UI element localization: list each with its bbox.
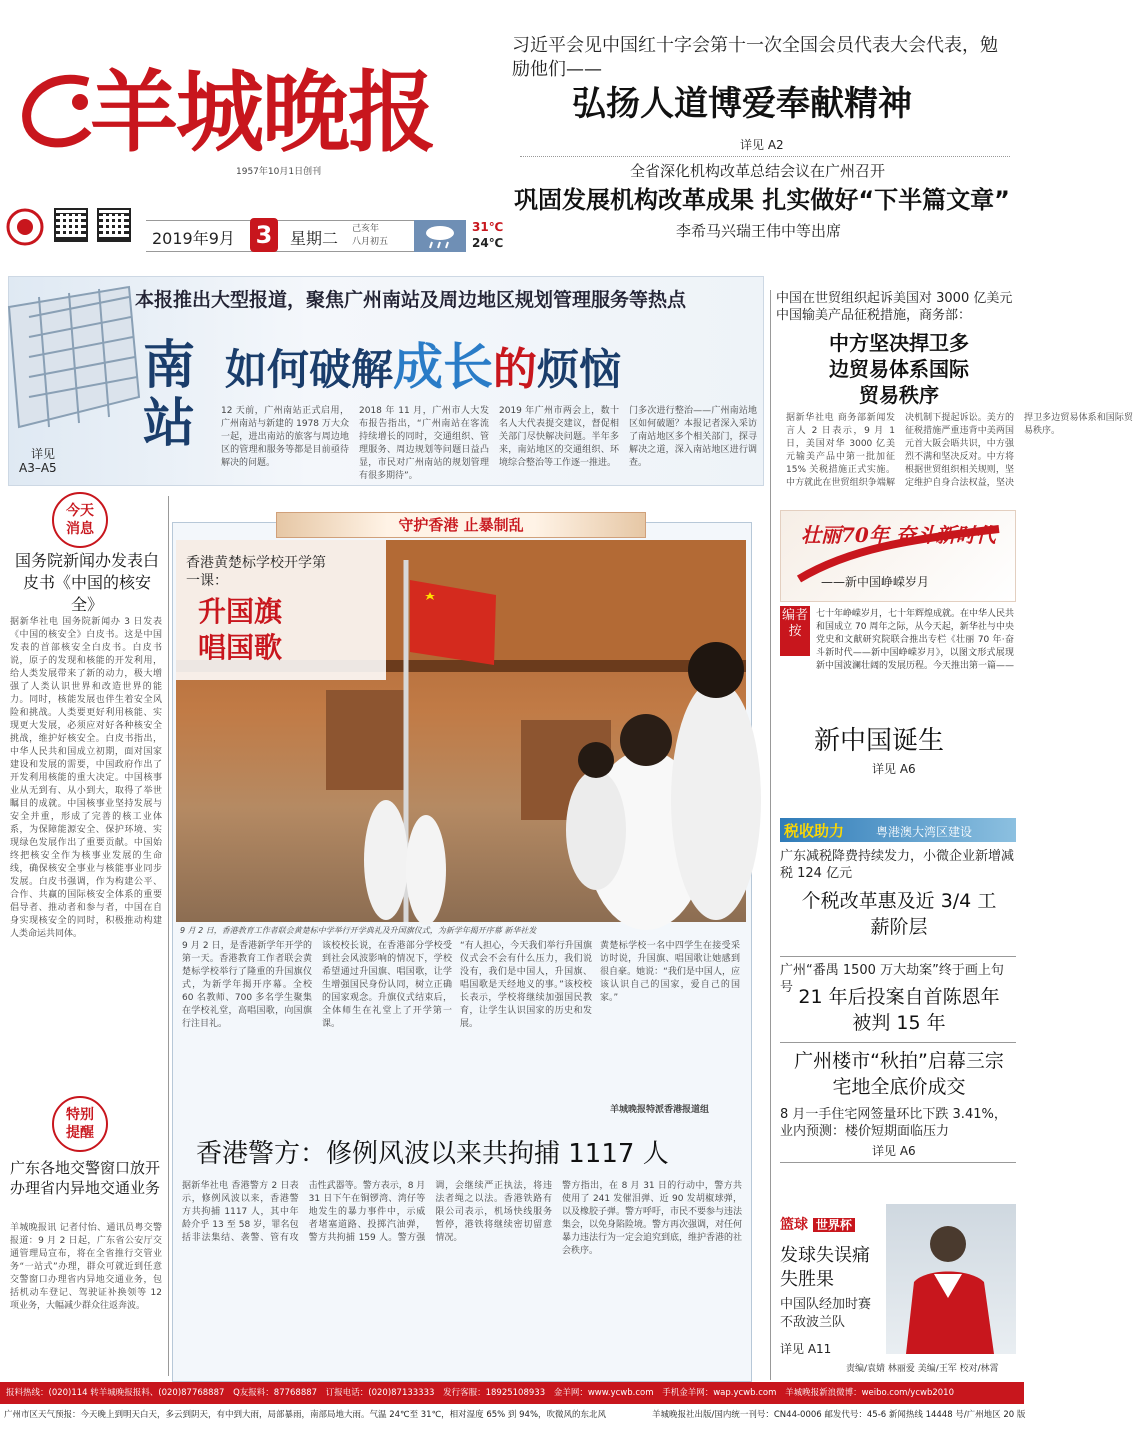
top-story-1-headline: 弘扬人道博爱奉献精神	[572, 84, 912, 124]
hk-photo	[176, 540, 746, 922]
left-body-1: 据新华社电 国务院新闻办 3 日发表《中国的核安全》白皮书。这是中国发表的首部核安全白皮书。白皮书说，原子的发现和核能的开发利用，给人类发展带来了新的动力，极大增强了人类认识世界和改造世界的能力。同时，核能发展也伴生着安全风险和挑战。人类要更好利用核能、实现更大发展，必须应对好各种核安全挑战，维护好核安全。白皮书指出，中华人民共和国成立初期，面对国家建设和发展的需要，中国政府作出了开发利用核能的重大决定。中国核事业从无到有、从小到大，取得了举世瞩目的成就。中国核事业坚持发展与安全并重，形成了完善的核工业体系，为保障能源安全、保护环境、实现绿色发展作出了重要贡献。中国始终把核安全作为核事业发展的生命线，确保核安全事业与核能事业同步发展。白皮书强调，作为构建公平、合作、共赢的国际核安全体系的重要倡导者、推动者和参与者，中国在自身实现核安全的同时，积极推动构建人类命运共同体。	[10, 617, 162, 939]
temp-low: 24℃	[472, 236, 504, 250]
footer-hotline-4: 发行客服：18925108933	[443, 1388, 546, 1398]
sports-photo	[886, 1204, 1016, 1354]
right-divider-1	[780, 956, 1016, 957]
right-headline-1: 新中国诞生	[814, 726, 945, 756]
temp-high: 31℃	[472, 220, 504, 234]
property-sub: 8 月一手住宅网签量环比下跌 3.41%，业内预测：楼价短期面临压力	[780, 1107, 1007, 1139]
date-text: 2019年9月	[152, 229, 235, 248]
trade-headline: 中方坚决捍卫多边贸易体系国际贸易秩序	[829, 331, 969, 407]
day-number-text: 3	[255, 221, 273, 249]
hk-photo-caption: 9 月 2 日，香港教育工作者联会黄楚标中学举行开学典礼及升国旗仪式，为新学年揭开序幕 新华社发	[180, 926, 537, 935]
sports-tag-text: 篮球	[780, 1217, 808, 1233]
station-banner	[8, 276, 764, 486]
police-headline: 香港警方：修例风波以来共拘捕 1117 人	[196, 1139, 669, 1169]
right-divider-2	[780, 1042, 1016, 1043]
hk-body-4: 黄楚标学校一名中四学生在接受采访时说，升国旗、唱国歌让她感到很自豪。她说：“我们是中国人，应该认识自己的国家，爱自己的国家。”	[600, 941, 740, 1003]
badge-today-line2: 消息	[66, 521, 94, 537]
banner-headline-b: 成长	[393, 337, 494, 396]
banner-headline-d: 烦恼	[537, 345, 622, 394]
banner-kicker: 本报推出大型报道，聚焦广州南站及周边地区规划管理服务等热点	[135, 289, 687, 311]
right-column	[780, 510, 1016, 1380]
badge-special-notice	[52, 1096, 108, 1152]
banner-big-char-1: 南	[143, 336, 196, 396]
logo-text: 羊城晚报	[90, 60, 435, 164]
left-headline-2: 广东各地交警窗口放开办理省内异地交通业务	[10, 1159, 161, 1197]
footer-hotline-7: 羊城晚报新浪微博：weibo.com/ycwb2010	[785, 1388, 954, 1398]
sports-tag-sub: 世界杯	[813, 1218, 855, 1232]
top-story-2-headline: 巩固发展机构改革成果 扎实做好“下半篇文章”	[514, 186, 1010, 214]
banner-headline	[225, 327, 621, 399]
lunar-date-1: 己亥年	[352, 224, 380, 234]
hk-banner	[276, 512, 646, 538]
police-body: 据新华社电 香港警方 2 日表示，修例风波以来，香港警方共拘捕 1117 人，其中年龄介乎 13 至 58 岁，罪名包括非法集结、袭警、管有攻击性武器等。警方表示，8 月 31 日下午在铜锣湾、湾仔等地发生的暴力事件中，示威者堵塞道路、投掷汽油弹，警方共拘捕 159 人。警方强调，会继续严正执法，将违法者绳之以法。香港铁路有限公司表示，机场快线服务暂停，港铁将继续密切留意情况。	[182, 1181, 552, 1243]
banner-col-3: 2019 年广州市两会上，数十名人大代表提交建议，督促相关部门尽快解决问题。半年多来，南站地区的交通组织、环境综合整治等工作逐一推进。	[499, 406, 619, 468]
coach-silhouette	[886, 1204, 1016, 1354]
right-see-2: 详见 A6	[872, 1144, 916, 1158]
banner-see-pages: A3–A5	[19, 461, 57, 475]
series-banner	[780, 510, 1016, 602]
top-story-2-sub: 李希马兴瑞王伟中等出席	[676, 222, 842, 240]
editor-badge-text: 编者按	[781, 608, 808, 639]
badge-notice-line2: 提醒	[66, 1125, 94, 1141]
footer-hotline-5: 金羊网：www.ycwb.com	[553, 1388, 654, 1398]
footer-hotline-2: Q友报料：87768887	[233, 1388, 318, 1398]
founded-date: 1957年10月1日创刊	[236, 167, 322, 177]
series-title: 壮丽70年 奋斗新时代	[801, 523, 996, 547]
tax-headline: 个税改革惠及近 3/4 工薪阶层	[801, 890, 997, 938]
banner-col-4: 门多次进行整治——广州南站地区如何破题？本报记者深入采访了南站地区多个相关部门，探寻解决之道，深入南站地区进行调查。	[629, 406, 757, 468]
tax-tag	[780, 818, 1016, 842]
tax-tag-text: 税收助力	[784, 822, 845, 840]
top-story-1-kicker: 习近平会见中国红十字会第十一次全国会员代表大会代表，勉励他们——	[512, 35, 998, 80]
day-number	[250, 218, 278, 252]
banner-big-char-2: 站	[143, 394, 196, 454]
hk-headline: 升国旗唱国歌	[198, 595, 283, 664]
police-body-2: 警方指出，在 8 月 31 日的行动中，警方共使用了 241 发催泪弹、近 90 发胡椒球弹，以及橡胶子弹。警方呼吁，市民不要参与违法集会，以免身陷险境。警方再次强调，对任何暴力违法行为一定会追究到底，维护香港的社会秩序。	[562, 1181, 743, 1256]
right-see-1: 详见 A6	[872, 762, 916, 776]
editor-note: 七十年峥嵘岁月，七十年辉煌成就。在中华人民共和国成立 70 周年之际，从今天起，新华社与中央党史和文献研究院联合推出专栏《壮丽 70 年·奋斗新时代——新中国峥嵘岁月》，以图文形式展现新中国波澜壮阔的发展历程。今天推出第一篇——	[816, 609, 1015, 671]
hk-banner-text: 守护香港 止暴制乱	[398, 516, 524, 534]
footer-hotline-1: 报料热线：(020)114 转羊城晚报报料、(020)87768887	[6, 1388, 225, 1398]
qr-code-1	[54, 208, 88, 242]
right-see-3: 详见 A11	[780, 1342, 832, 1356]
sports-tag	[780, 1214, 855, 1234]
series-sub: ——新中国峥嵘岁月	[821, 575, 930, 589]
banner-see: 详见	[31, 447, 56, 461]
banner-headline-a: 如何破解	[225, 345, 394, 394]
small-logo-icon	[6, 208, 44, 246]
banner-headline-c: 的	[493, 344, 538, 395]
right-column-divider	[770, 290, 771, 1380]
trade-body: 据新华社电 商务部新闻发言人 2 日表示，9 月 1 日，美国对华 3000 亿美元输美产品中第一批加征 15% 关税措施正式实施。中方就此在世贸组织争端解决机制下提起诉讼。美方的征税措施严重违背中美两国元首大阪会晤共识，中方强烈不满和坚决反对。中方将根据世贸组织相关规则，坚定维护自身合法权益，坚决捍卫多边贸易体系和国际贸易秩序。	[786, 413, 1133, 488]
footer-hotline-3: 订报电话：(020)87133333	[325, 1388, 435, 1398]
tax-tag-sub: 粤港澳大湾区建设	[876, 825, 973, 839]
property-headline: 广州楼市“秋拍”启幕三宗宅地全底价成交	[794, 1050, 1004, 1098]
right-divider-3	[780, 1162, 1016, 1163]
hk-body-1: 9 月 2 日，是香港新学年开学的第一天。香港教育工作者联会黄楚标学校举行了隆重的升国旗仪式，为新学年揭开序幕。全校 60 名教师、700 多名学生聚集在学校礼堂，高唱国歌，向国旗行注目礼。	[182, 941, 312, 1029]
badge-notice-line1: 特别	[66, 1107, 94, 1123]
left-column-divider	[168, 496, 169, 1376]
footer-hotline-6: 手机金羊网：wap.ycwb.com	[662, 1388, 777, 1398]
badge-today-line1: 今天	[66, 503, 94, 519]
editor-badge	[780, 606, 810, 656]
banner-col-1: 12 天前，广州南站正式启用，广州南站与新建的 1978 万大众一起，进出南站的旅客与周边地区的管理和服务等都是目前亟待解决的问题。	[221, 406, 349, 468]
rain-cloud-icon	[414, 220, 466, 252]
left-body-2: 羊城晚报讯 记者付怡、通讯员粤交警报道：9 月 2 日起，广东省公安厅交通管理局宣布，将在全省推行交管业务“一站式”办理，群众可就近到任意交警窗口办理省内异地交通业务，包括机动车登记、驾驶证补换领等 12 项业务，大幅减少群众往返奔波。	[10, 1223, 162, 1311]
top-story-1-see: 详见 A2	[740, 138, 784, 152]
qr-code-2	[97, 208, 131, 242]
sports-sub: 中国队经加时赛不敌波兰队	[780, 1297, 872, 1330]
tax-kicker: 广东减税降费持续发力，小微企业新增减税 124 亿元	[780, 849, 1015, 881]
top-story-2-kicker: 全省深化机构改革总结会议在广州召开	[630, 162, 886, 180]
hk-body-3: “有人担心，今天我们举行升国旗仪式会不会有什么压力，我们说没有，我们是中国人，升国旗、唱国歌是天经地义的事。”该校校长表示，学校将继续加强国民教育，让学生认识国家的历史和发展。	[460, 941, 592, 1029]
divider-dots	[520, 156, 1010, 157]
hk-body-2: 该校校长说，在香港部分学校受到社会风波影响的情况下，学校希望通过升国旗、唱国歌，让学生增强国民身份认同，树立正确的国家观念。升旗仪式结束后，全体师生在礼堂上了开学第一课。	[322, 941, 452, 1029]
footer-editors: 责编/袁婧 林丽爱 美编/王军 校对/林霄	[846, 1364, 999, 1374]
weather-box	[414, 220, 466, 252]
weekday: 星期二	[290, 229, 339, 248]
banner-col-2: 2018 年 11 月，广州市人大发布报告指出，“广州南站在客流持续增长的同时，交通组织、管理服务、周边规划等问题日益凸显，市民对广州南站的规划管理有很多期待”。	[359, 406, 489, 481]
masthead	[0, 0, 1024, 262]
badge-today-news	[52, 492, 108, 548]
trade-story	[776, 290, 1133, 490]
hk-kicker: 香港黄楚标学校开学第一课：	[186, 555, 326, 589]
case-kicker: 广州“番禺 1500 万大劫案”终于画上句号	[780, 963, 1004, 995]
left-headline-1: 国务院新闻办发表白皮书《中国的核安全》	[14, 551, 159, 614]
hk-credit: 羊城晚报特派香港报道组	[610, 1105, 710, 1115]
footer-publisher: 羊城晚报社出版/国内统一刊号：CN44-0006 邮发代号：45-6 新闻热线 14448 号/广州地区 20 版	[652, 1410, 1026, 1420]
left-column	[6, 492, 166, 1372]
lunar-date-2: 八月初五	[352, 237, 389, 247]
sports-headline: 发球失误痛失胜果	[780, 1245, 870, 1290]
case-headline: 21 年后投案自首陈恩年被判 15 年	[798, 986, 1000, 1034]
station-roof-illustration	[9, 277, 149, 437]
trade-kicker: 中国在世贸组织起诉美国对 3000 亿美元中国输美产品征税措施，商务部：	[776, 291, 1013, 323]
footer-bar	[0, 1382, 1024, 1404]
footer-weather: 广州市区天气预报：今天晚上到明天白天，多云到阴天，有中到大雨，局部暴雨，南部局地大雨。气温 24℃至 31℃，相对湿度 65% 到 94%，吹微风的东北风	[4, 1410, 607, 1420]
